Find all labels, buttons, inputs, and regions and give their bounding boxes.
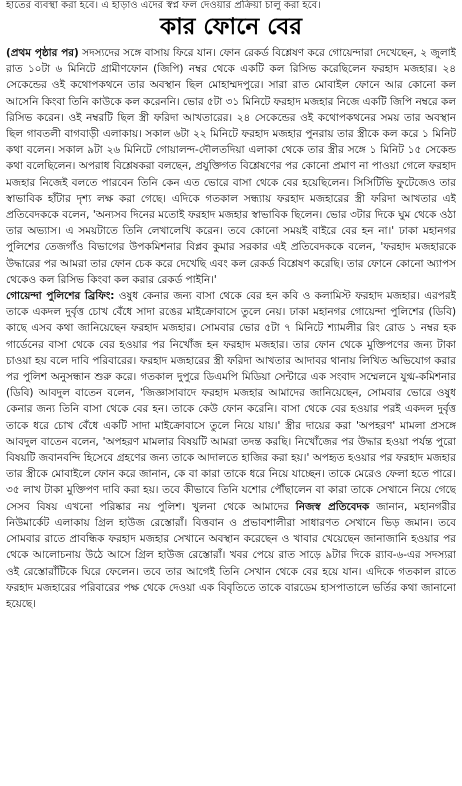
article-paragraph-2 bbox=[6, 288, 456, 612]
subheading-police-briefing: গোয়েন্দা পুলিশের ব্রিফিং: bbox=[6, 290, 115, 303]
article-paragraph-1 bbox=[6, 45, 456, 288]
paragraph-text: সদস্যদের সঙ্গে বাসায় ফিরে যান। ফোন রেকর্ড বিশ্লেষণ করে গোয়েন্দারা দেখেছেন, ২ জুলাই রাত ১০টা ৬ মিনিটে গ্রামীণফোন (জিপি) নম্বর থেকে একটি কল রিসিভ করেছিলেন ফরহাদ মজহার। ২৪ সেকেন্ডের ওই কথোপকথনে তার অবস্থান ছিল মোহাম্মদপুরে। সারা রাত মোবাইল ফোনে আর কোনো কল আসেনি কিংবা তিনি কাউকে কল করেননি। ভোর ৫টা ৩১ মিনিটে ফরহাদ মজহার নিজে একটি জিপি নম্বরে কল রিসিভ করেন। ওই নম্বরটি ছিল স্ত্রী ফরিদা আখতারের। ২৪ সেকেন্ডের ওই কথোপকথনের সময় তার অবস্থান ছিল গাবতলী বাগবাড়ী এলাকায়। সকাল ৬টা ২২ মিনিটে ফরহাদ মজহার পুনরায় তার স্ত্রীকে কল করে ১ মিনিট কথা বলেন। সকাল ৯টা ২৬ মিনিটে গোয়ালন্দ-দৌলতদিয়া এলাকা থেকে তার স্ত্রীর সঙ্গে ১ মিনিট ১৫ সেকেন্ড কথা বলেছিলেন। অপরাধ বিশ্লেষকরা বলছেন, প্রযুক্তিগত বিশ্লেষণের পর কোনো প্রমাণ না পাওয়া গেলে ফরহাদ মজহার নিজেই বলতে পারবেন তিনি কেন এত ভোরে বাসা থেকে বের হয়েছিলেন। সিসিটিভি ফুটেজেও তার স্বাভাবিক হাঁটার দৃশ্য লক্ষ করা গেছে। এদিকে গতকাল সন্ধ্যায় ফরহাদ মজহারের স্ত্রী ফরিদা আখতার এই প্রতিবেদককে বলেন, 'অন্যসব দিনের মতোই ফরহাদ মজহার স্বাভাবিক ছিলেন। ভোর ৩টার দিকে ঘুম থেকে ওঠা তার অভ্যাস। এ সময়টাতে তিনি লেখালেখি করেন। তবে কোনো সময়ই বাইরে বের হন না।' ঢাকা মহানগর পুলিশের তেজগাঁও বিভাগের উপকমিশনার বিপ্লব কুমার সরকার এই প্রতিবেদককে বলেন, 'ফরহাদ মজহারকে উদ্ধারের পর আমরা তার ফোন চেক করে দেখেছি এবং কল রেকর্ড বিশ্লেষণ করেছি। তার ফোনে কোনো অ্যাপস থেকেও কল রিসিভ কিংবা কল করার রেকর্ড পাইনি।' bbox=[6, 47, 456, 286]
article-body bbox=[6, 45, 456, 782]
paragraph-text: ওষুধ কেনার জন্য বাসা থেকে বের হন কবি ও কলামিস্ট ফরহাদ মজহার। এরপরই তাকে একদল দুর্বৃত্ত চোখ বেঁধে সাদা রঙের মাইক্রোবাসে তুলে নেয়। ঢাকা মহানগর গোয়েন্দা পুলিশের (ডিবি) কাছে এসব কথা জানিয়েছেন ফরহাদ মজহার। সোমবার ভোর ৫টা ৭ মিনিটে শ্যামলীর রিং রোড ১ নম্বর হক গার্ডেনের বাসা থেকে বের হওয়ার পর নিখোঁজ হন ফরহাদ মজহার। তার ফোন থেকে মুক্তিপণের জন্য টাকা চাওয়া হয় বলে দাবি পরিবারের। ফরহাদ মজহারের স্ত্রী ফরিদা আখতার আদাবর থানায় লিখিত অভিযোগ করার পর পুলিশ অনুসন্ধান শুরু করে। গতকাল দুপুরে ডিএমপি মিডিয়া সেন্টারে এক সংবাদ সম্মেলনে যুগ্ম-কমিশনার (ডিবি) আবদুল বাতেন বলেন, 'জিজ্ঞাসাবাদে ফরহাদ মজহার আমাদের জানিয়েছেন, সোমবার ভোরে ওষুধ কেনার জন্য তিনি বাসা থেকে বের হন। তাকে কেউ ফোন করেনি। বাসা থেকে বের হওয়ার পরই একদল দুর্বৃত্ত তাকে ধরে চোখ বেঁধে একটি সাদা মাইক্রোবাসে তুলে নিয়ে যায়।' স্ত্রীর দায়ের করা 'অপহরণ' মামলা প্রসঙ্গে আবদুল বাতেন বলেন, 'অপহরণ মামলার বিষয়টি আমরা তদন্ত করছি। নিখোঁজের পর উদ্ধার হওয়া পর্যন্ত পুরো বিষয়টি জবানবন্দি হিসেবে গ্রহণের জন্য তাকে আদালতে হাজির করা হয়।' অপহৃত হওয়ার পর ফরহাদ মজহার তার স্ত্রীকে মোবাইলে ফোন করে জানান, কে বা কারা তাকে ধরে নিয়ে যাচ্ছেন। তাকে মেরেও ফেলা হতে পারে। ৩৫ লাখ টাকা মুক্তিপণ দাবি করা হয়। তবে কীভাবে তিনি যশোর পৌঁছালেন বা কারা তাকে সেখানে নিয়ে গেছে সেসব বিষয় এখনো পরিষ্কার নয় পুলিশ। bbox=[6, 290, 456, 513]
paragraph-lead: (প্রথম পৃষ্ঠার পর) bbox=[6, 47, 79, 59]
previous-article-snippet: হাতের ব্যবস্থা করা হবে। এ হাড়াও এদের স্বপ্ন ফল দেওয়ার প্রক্রিয়া চালু করা হবে। bbox=[6, 0, 321, 11]
paragraph-text: খুলনা থেকে আমাদের bbox=[185, 500, 296, 513]
headline: কার ফোনে বের bbox=[160, 14, 302, 40]
own-correspondent-label: নিজস্ব প্রতিবেদক bbox=[295, 500, 370, 513]
paragraph-text: জানান, মহানগরীর নিউমার্কেট এলাকায় গ্রিল হাউজ রেস্তোরাঁ। বিত্তবান ও প্রভাবশালীরা সাধারণত সেখানে ভিড় জমান। তবে সোমবার রাতে প্রাবন্ধিক ফরহাদ মজহার সেখানে অবস্থান করেছেন ও খাবার খেয়েছেন জানাজানি হওয়ার পর থেকে আলোচনায় উঠে আসে গ্রিল হাউজ রেস্তোরাঁ। খবর পেয়ে রাত সাড়ে ৯টার দিকে র‍্যাব-৬-এর সদস্যরা ওই রেস্তোরাঁটিকে ঘিরে ফেলেন। তবে তার আগেই তিনি সেখান থেকে বের হয়ে যান। এদিকে গতকাল রাতে ফরহাদ মজহারের পরিবারের পক্ষ থেকে দেওয়া এক বিবৃতিতে তাকে বারডেম হাসপাতালে ভর্তির কথা জানানো হয়েছে। bbox=[6, 500, 456, 610]
